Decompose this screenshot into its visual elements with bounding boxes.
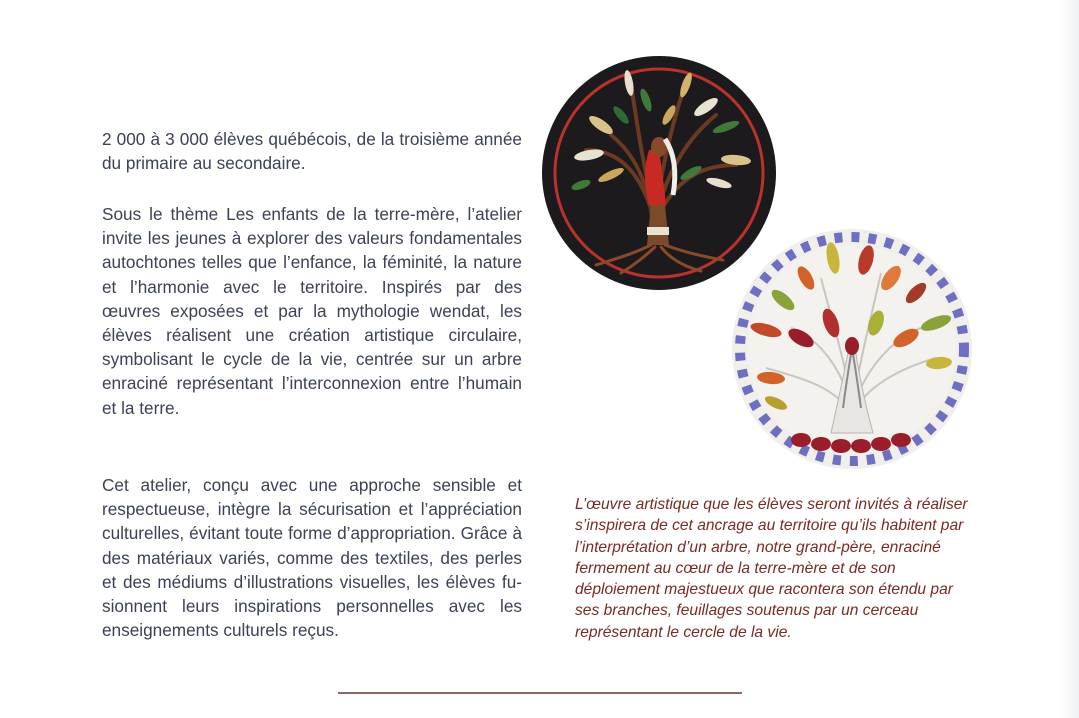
artwork-paper-tree-image bbox=[731, 228, 973, 470]
page-edge-shadow bbox=[1061, 0, 1079, 718]
artwork-caption: L’œuvre artistique que les élèves seront invités à réaliser s’inspirera de cet ancrage au territoire qu’ils habitent par l’interprétation d’un arbre, notre grand-père, enraciné fermement au cœur de la terre-mère et de son déploiement majestueux que racontera son étendu par ses branches, feuillages soutenus par un cerceau représentant le cercle de la vie. bbox=[575, 496, 968, 641]
footer-divider bbox=[338, 692, 742, 694]
paragraph-theme: Sous le thème Les enfants de la terre-mère, l’atelier invite les jeunes à explorer des valeurs fondamentales autochtones telles que l’enfance, la féminité, la nature et l’harmonie avec le territoire. Inspirés par des œuvres exposées et par la mythologie wendat, les élèves réalisent une création artistique circulaire, symbolisant le cycle de la vie, centrée sur un arbre enraciné représentant l’interconnexion entre l’humain et la terre. bbox=[102, 204, 522, 418]
paragraph-approach: Cet atelier, conçu avec une approche sensible et respectueuse, intègre la sécurisation et l’appréciation culturelles, évitant toute forme d’appropriation. Grâce à des matériaux variés, comme des textiles, des perles et des médiums d’illustrations visuelles, les élèves fusionnent leurs inspirations personnelles avec les enseignements culturels reçus. bbox=[102, 475, 522, 641]
paragraph-audience: 2 000 à 3 000 élèves québécois, de la troisième année du primaire au secondaire. bbox=[102, 129, 522, 174]
